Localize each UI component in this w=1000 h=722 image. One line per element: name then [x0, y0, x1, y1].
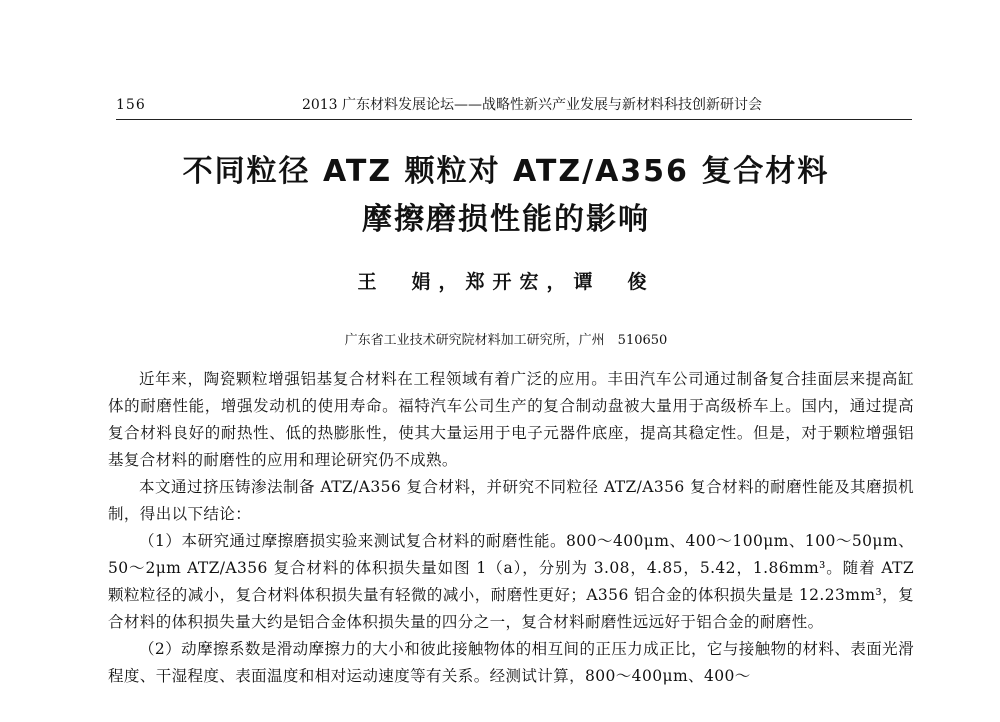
paper-title [100, 148, 912, 244]
running-header [116, 94, 908, 116]
authors: 王 娟，郑开宏，谭 俊 [357, 271, 655, 293]
header-rule [116, 119, 912, 120]
page-number: 156 [116, 97, 146, 113]
paper-title-line-1: 不同粒径 ATZ 颗粒对 ATZ/A356 复合材料 [182, 154, 830, 189]
running-title: 2013 广东材料发展论坛——战略性新兴产业发展与新材料科技创新研讨会 [301, 97, 763, 113]
paragraph-conclusion-2: （2）动摩擦系数是滑动摩擦力的大小和彼此接触物体的相互间的正压力成正比，它与接触物的材料、表面光滑程度、干湿程度、表面温度和相对运动速度等有关系。经测试计算，800～400μm、400～ [108, 640, 914, 685]
paragraph-conclusion-1: （1）本研究通过摩擦磨损实验来测试复合材料的耐磨性能。800～400μm、400～100μm、100～50μm、50～2μm ATZ/A356 复合材料的体积损失量如图 1（a），分别为 3.08，4.85，5.42，1.86mm³。随着 ATZ 颗粒粒径的减小，复合材料体积损失量有轻微的减小，耐磨性更好；A356 铝合金的体积损失量是 12.23mm³，复合材料的体积损失量大约是铝合金体积损失量的四分之一，复合材料耐磨性远远好于铝合金的耐磨性。 [108, 532, 914, 631]
paragraph-method: 本文通过挤压铸渗法制备 ATZ/A356 复合材料，并研究不同粒径 ATZ/A356 复合材料的耐磨性能及其磨损机制，得出以下结论： [108, 478, 914, 523]
paper-title-line-2: 摩擦磨损性能的影响 [362, 202, 650, 237]
affiliation: 广东省工业技术研究院材料加工研究所，广州 510650 [344, 333, 668, 348]
paragraph-intro: 近年来，陶瓷颗粒增强铝基复合材料在工程领域有着广泛的应用。丰田汽车公司通过制备复合挂面层来提高缸体的耐磨性能，增强发动机的使用寿命。福特汽车公司生产的复合制动盘被大量用于高级桥车上。国内，通过提高复合材料良好的耐热性、低的热膨胀性，使其大量运用于电子元器件底座，提高其稳定性。但是，对于颗粒增强铝基复合材料的耐磨性的应用和理论研究仍不成熟。 [108, 370, 914, 469]
body-text [108, 366, 914, 690]
